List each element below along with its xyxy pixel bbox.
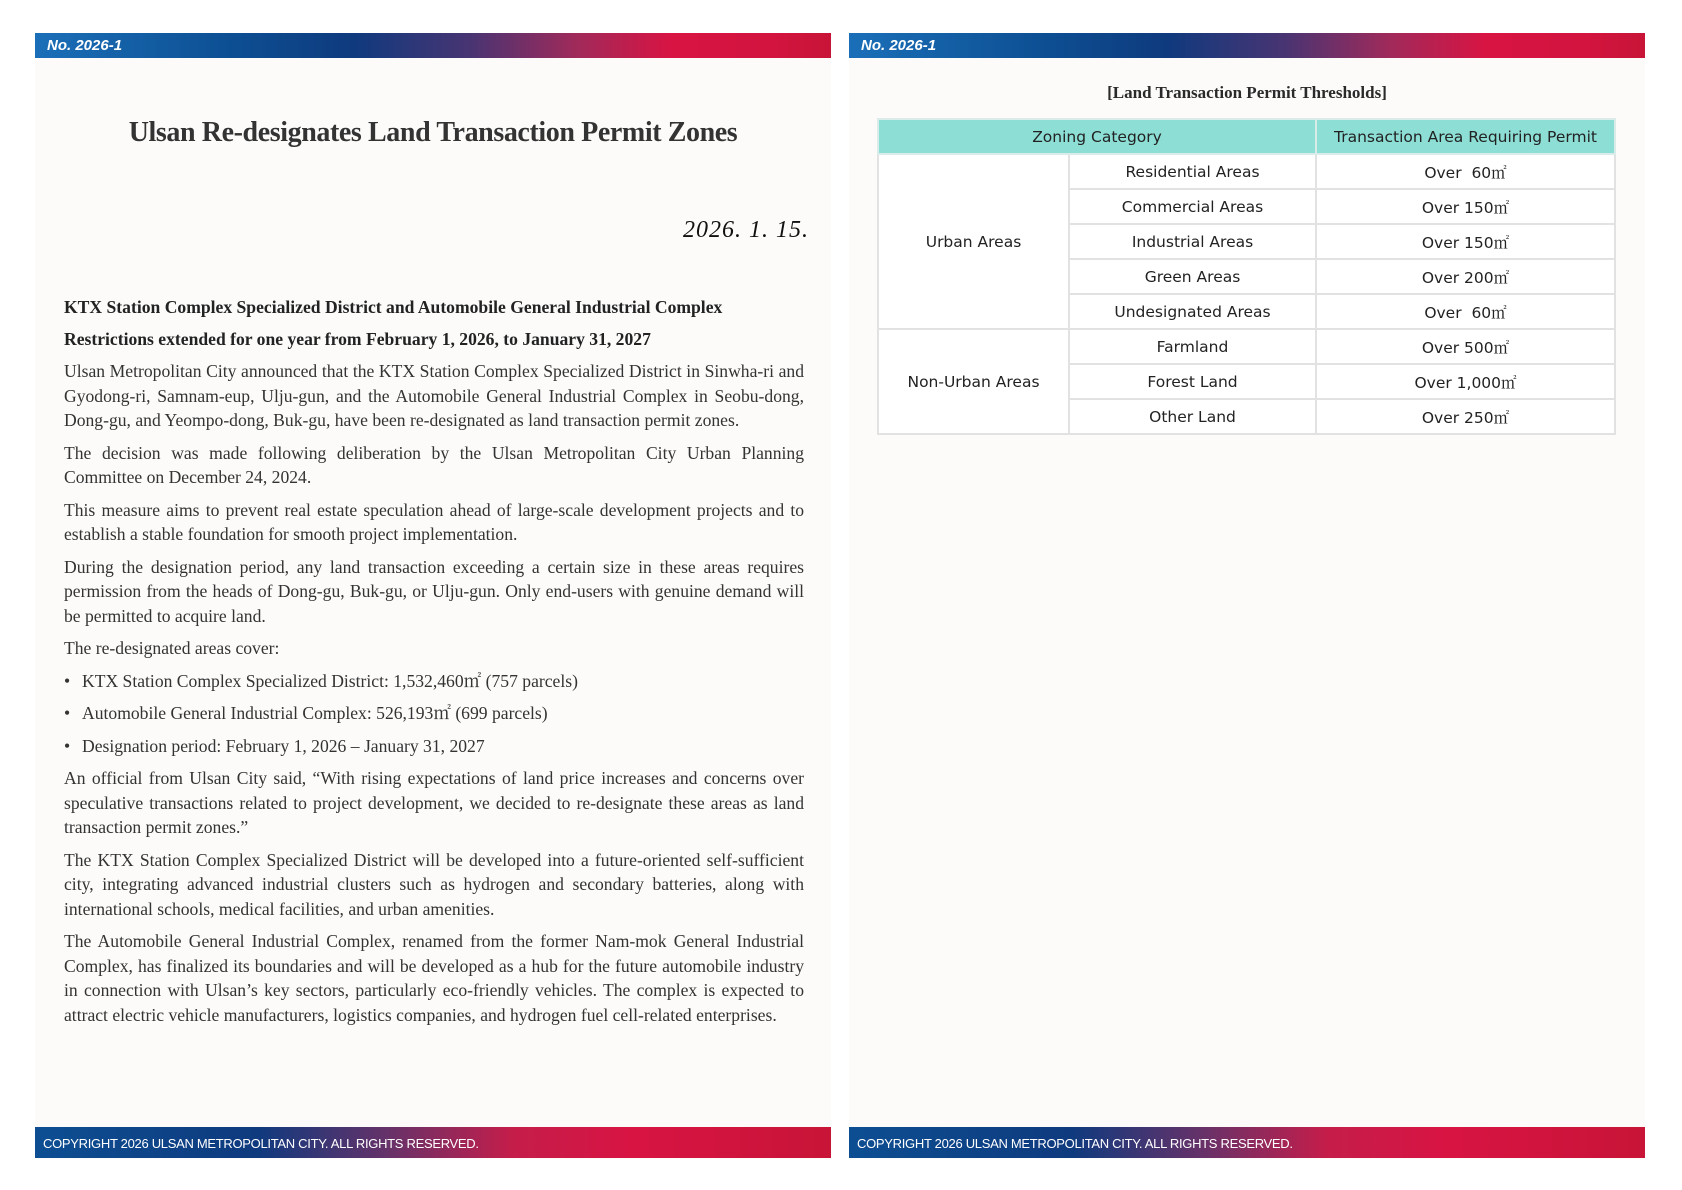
header-bar [849, 33, 1645, 58]
list-item [64, 734, 804, 759]
list-item [64, 701, 804, 726]
paragraph: The re-designated areas cover: [64, 638, 280, 658]
press-release-page-left [35, 33, 831, 1159]
table-row [878, 154, 1615, 189]
permit-threshold-table [877, 118, 1616, 435]
table-caption: [Land Transaction Permit Thresholds] [1107, 83, 1387, 102]
release-date: 2026. 1. 15. [683, 217, 809, 243]
category-cell: Residential Areas [1069, 154, 1316, 189]
category-cell: Undesignated Areas [1069, 294, 1316, 329]
category-cell: Green Areas [1069, 259, 1316, 294]
threshold-cell: Over 150㎡ [1316, 189, 1615, 224]
threshold-cell: Over 150㎡ [1316, 224, 1615, 259]
footer-bar [35, 1127, 831, 1158]
press-release-page-right [849, 33, 1645, 1159]
footer-bar [849, 1127, 1645, 1158]
paragraph: The decision was made following deliberation by the Ulsan Metropolitan City Urban Planning Committee on December 24, 2024. [64, 442, 804, 487]
table-header-row [878, 119, 1615, 154]
area-list [64, 669, 804, 759]
group-cell-urban: Urban Areas [878, 154, 1069, 329]
group-cell-non-urban: Non-Urban Areas [878, 329, 1069, 434]
threshold-cell: Over 500㎡ [1316, 329, 1615, 364]
category-cell: Industrial Areas [1069, 224, 1316, 259]
column-header-zoning: Zoning Category [878, 119, 1316, 154]
table-row [878, 329, 1615, 364]
paragraph: Ulsan Metropolitan City announced that the KTX Station Complex Specialized District in Sinwha-ri and Gyodong-ri, Samnam-eup, Ulju-gun, and the Automobile General Industrial Complex in Seobu-dong, Dong-gu, and Yeompo-dong, Buk-gu, have been re-designated as land transaction permit zones. [64, 361, 804, 430]
threshold-cell: Over 1,000㎡ [1316, 364, 1615, 399]
header-bar [35, 33, 831, 58]
subheading: KTX Station Complex Specialized District and Automobile General Industrial Complex [64, 297, 723, 317]
bullet-icon: • [64, 703, 71, 723]
list-item-text: KTX Station Complex Specialized District: 1,532,460㎡ (757 parcels) [82, 670, 578, 691]
category-cell: Forest Land [1069, 364, 1316, 399]
issue-number: No. 2026-1 [47, 37, 123, 54]
subheading: Restrictions extended for one year from February 1, 2026, to January 31, 2027 [64, 329, 651, 349]
threshold-cell: Over 60㎡ [1316, 154, 1615, 189]
paragraph: This measure aims to prevent real estate speculation ahead of large-scale development projects and to establish a stable foundation for smooth project implementation. [64, 499, 804, 544]
list-item-text: Automobile General Industrial Complex: 526,193㎡ (699 parcels) [82, 703, 548, 723]
copyright-text: COPYRIGHT 2026 ULSAN METROPOLITAN CITY. ALL RIGHTS RESERVED. [857, 1136, 1293, 1151]
column-header-threshold: Transaction Area Requiring Permit [1316, 119, 1615, 154]
category-cell: Farmland [1069, 329, 1316, 364]
threshold-cell: Over 200㎡ [1316, 259, 1615, 294]
article-body [64, 295, 804, 1035]
page-title: Ulsan Re-designates Land Transaction Permit Zones [128, 117, 738, 148]
list-item-text: Designation period: February 1, 2026 – January 31, 2027 [82, 735, 485, 756]
issue-number: No. 2026-1 [861, 37, 937, 54]
paragraph: The Automobile General Industrial Complex, renamed from the former Nam-mok General Industrial Complex, has finalized its boundaries and will be developed as a hub for the future automobile industry in connection with Ulsan’s key sectors, particularly eco-friendly vehicles. The complex is expected to attract electric vehicle manufacturers, logistics companies, and hydrogen fuel cell-related enterprises. [64, 931, 804, 1025]
threshold-cell: Over 60㎡ [1316, 294, 1615, 329]
paragraph: The KTX Station Complex Specialized District will be developed into a future-oriented self-sufficient city, integrating advanced industrial clusters such as hydrogen and secondary batteries, along with international schools, medical facilities, and urban amenities. [64, 849, 804, 919]
bullet-icon: • [64, 735, 71, 756]
threshold-cell: Over 250㎡ [1316, 399, 1615, 434]
copyright-text: COPYRIGHT 2026 ULSAN METROPOLITAN CITY. ALL RIGHTS RESERVED. [43, 1136, 479, 1151]
paragraph: An official from Ulsan City said, “With rising expectations of land price increases and concerns over speculative transactions related to project development, we decided to re-designate these areas as land transaction permit zones.” [64, 768, 804, 837]
category-cell: Other Land [1069, 399, 1316, 434]
list-item [64, 669, 804, 694]
paragraph: During the designation period, any land transaction exceeding a certain size in these areas requires permission from the heads of Dong-gu, Buk-gu, or Ulju-gun. Only end-users with genuine demand will be permitted to acquire land. [64, 556, 804, 626]
bullet-icon: • [64, 670, 71, 691]
category-cell: Commercial Areas [1069, 189, 1316, 224]
